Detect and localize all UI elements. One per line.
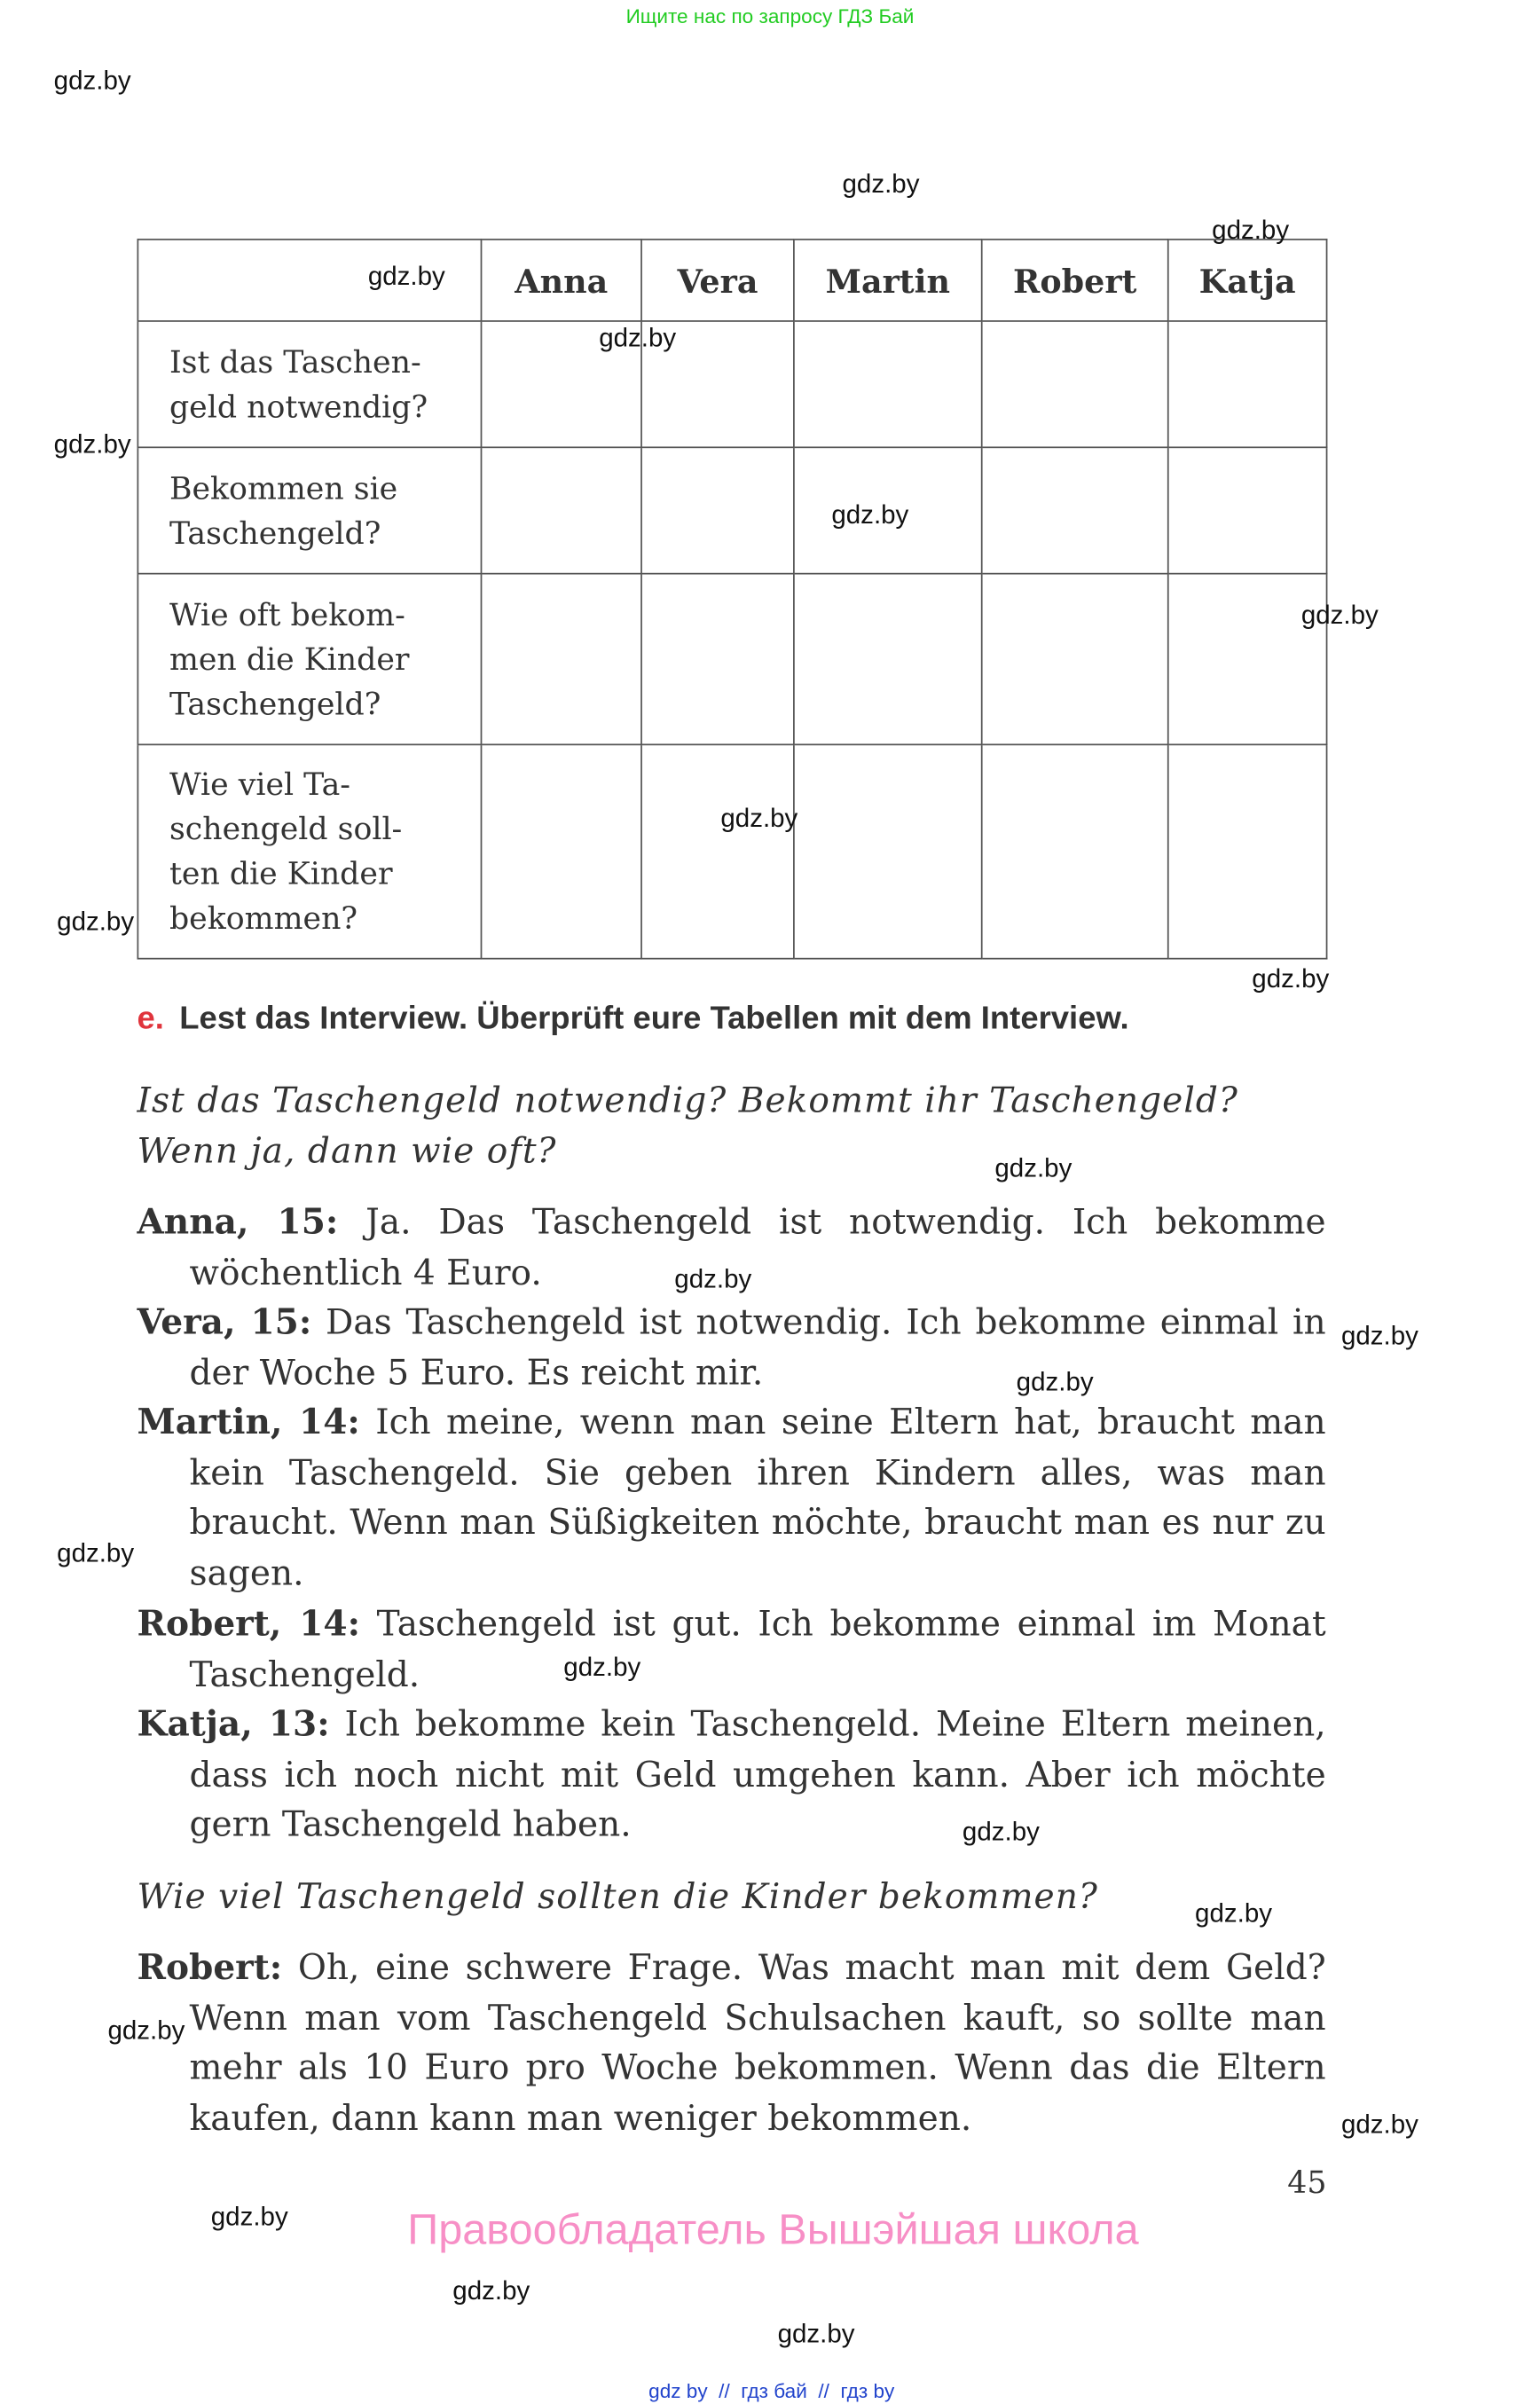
answer-text: Ich meine, wenn man seine Eltern hat, braucht man kein Taschengeld. Sie geben ihren Kindern alles, was man braucht. Wenn man Süßigkeiten möchte, braucht man es nur zu sagen.: [189, 1402, 1326, 1594]
answer-text: Oh, eine schwere Frage. Was macht man mit dem Geld? Wenn man vom Taschengeld Schulsachen kauft, so sollte man mehr als 10 Euro pro Woche bekommen. Wenn das die Eltern kaufen, dann kann man weniger bekommen.: [189, 1948, 1326, 2139]
watermark: gdz.by: [1195, 1898, 1273, 1929]
table-row: [138, 744, 1326, 958]
watermark: gdz.by: [107, 2015, 185, 2046]
watermark: gdz.by: [53, 429, 131, 460]
answer-robert-2: [138, 1944, 1326, 2144]
watermark: gdz.by: [1340, 1321, 1418, 1351]
header-katja: Katja: [1168, 240, 1327, 321]
page-number: 45: [1287, 2164, 1327, 2201]
watermark: gdz.by: [53, 66, 131, 96]
header-anna: Anna: [482, 240, 642, 321]
watermark: gdz.by: [831, 500, 909, 530]
table-row: [138, 447, 1326, 573]
watermark: gdz.by: [1252, 963, 1330, 994]
footer-links[interactable]: gdz by // гдз бай // гдз by: [648, 2379, 895, 2403]
interview-question-2: Wie viel Taschengeld sollten die Kinder bekommen?: [137, 1877, 1098, 1918]
header-martin: Martin: [794, 240, 982, 321]
watermark: gdz.by: [57, 1538, 135, 1568]
watermark: gdz.by: [777, 2319, 855, 2349]
watermark: gdz.by: [1212, 216, 1290, 246]
table-row: [138, 574, 1326, 745]
speaker: Robert:: [137, 1948, 283, 1989]
speaker: Martin, 14:: [137, 1402, 360, 1443]
watermark: gdz.by: [210, 2202, 288, 2232]
question-cell: Ist das Taschen- geld notwendig?: [138, 321, 481, 447]
watermark: gdz.by: [599, 323, 677, 353]
task-letter: e.: [137, 1001, 164, 1037]
answer-text: Taschengeld ist gut. Ich bekomme einmal im Monat Taschengeld.: [189, 1604, 1326, 1695]
question-cell: Wie oft bekom- men die Kinder Taschengeld?: [138, 574, 481, 745]
answer-katja: [138, 1701, 1326, 1851]
watermark: gdz.by: [452, 2275, 530, 2306]
answer-martin: [138, 1398, 1326, 1599]
survey-table: [138, 239, 1328, 959]
speaker: Vera, 15:: [137, 1302, 312, 1343]
watermark: gdz.by: [1300, 601, 1379, 631]
answer-robert: [138, 1600, 1326, 1701]
copyright-holder: Правообладатель Вышэйшая школа: [407, 2204, 1139, 2253]
speaker: Anna, 15:: [137, 1202, 339, 1243]
task-instruction: [138, 1001, 1129, 1038]
answer-text: Ja. Das Taschengeld ist notwendig. Ich bekomme wöchentlich 4 Euro.: [189, 1202, 1326, 1293]
watermark: gdz.by: [1016, 1367, 1094, 1397]
table-row: [138, 321, 1326, 447]
interview-question-1: Ist das Taschengeld notwendig? Bekommt ihr Taschengeld? Wenn ja, dann wie oft?: [137, 1080, 1238, 1173]
watermark: gdz.by: [842, 169, 920, 199]
question-cell: Wie viel Ta- schengeld soll- ten die Kinder bekommen?: [138, 744, 481, 958]
search-hint: Ищите нас по запросу ГДЗ Бай: [625, 4, 915, 28]
header-robert: Robert: [982, 240, 1168, 321]
answer-text: Ich bekomme kein Taschengeld. Meine Eltern meinen, dass ich noch nicht mit Geld umgehen kann. Aber ich möchte gern Taschengeld haben.: [189, 1704, 1326, 1846]
watermark: gdz.by: [367, 262, 445, 292]
question-cell: Bekommen sie Taschengeld?: [138, 447, 481, 573]
watermark: gdz.by: [962, 1817, 1040, 1847]
watermark: gdz.by: [1340, 2109, 1418, 2140]
watermark: gdz.by: [720, 804, 798, 834]
watermark: gdz.by: [994, 1153, 1072, 1183]
watermark: gdz.by: [57, 907, 135, 937]
task-text: Lest das Interview. Überprüft eure Tabellen mit dem Interview.: [179, 1001, 1129, 1037]
answer-vera: [138, 1298, 1326, 1398]
speaker: Robert, 14:: [137, 1604, 361, 1646]
watermark: gdz.by: [563, 1652, 641, 1682]
answer-text: Das Taschengeld ist notwendig. Ich bekomme einmal in der Woche 5 Euro. Es reicht mir.: [189, 1302, 1326, 1394]
watermark: gdz.by: [674, 1264, 752, 1294]
speaker: Katja, 13:: [137, 1704, 330, 1745]
header-vera: Vera: [641, 240, 794, 321]
